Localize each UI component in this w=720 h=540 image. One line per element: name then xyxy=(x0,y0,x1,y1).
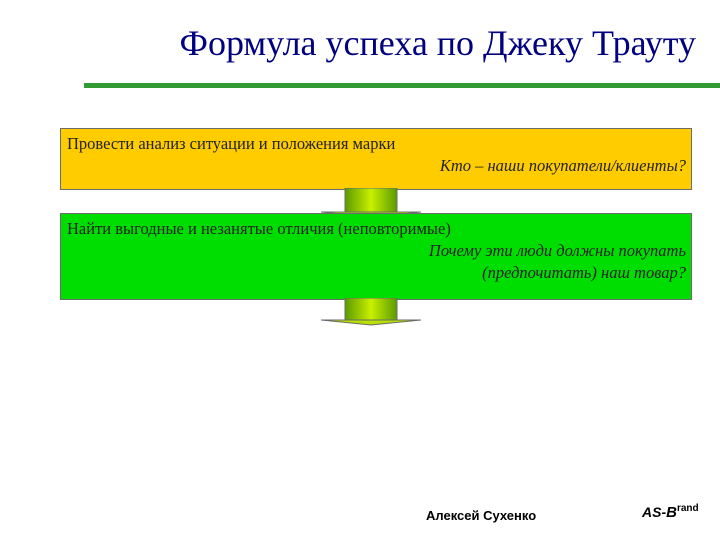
slide-title: Формула успеха по Джеку Трауту xyxy=(179,23,696,63)
brand-suffix: rand xyxy=(676,503,699,514)
step-text: Найти выгодные и незанятые отличия (неповторимые) xyxy=(67,219,451,238)
brand-prefix: AS- xyxy=(642,504,667,520)
brand-letter: B xyxy=(666,504,677,521)
step-question: Кто – наши покупатели/клиенты? xyxy=(439,156,686,175)
step-box-analysis xyxy=(60,128,692,190)
author-name: Алексей Сухенко xyxy=(426,508,537,523)
title-divider xyxy=(84,83,720,88)
down-arrow-icon xyxy=(321,298,421,328)
brand-logo xyxy=(642,503,699,521)
step-question-line: Почему эти люди должны покупать xyxy=(428,241,686,260)
step-question-line: (предпочитать) наш товар? xyxy=(482,263,686,282)
step-box-differentiation xyxy=(60,213,692,300)
step-text: Провести анализ ситуации и положения марки xyxy=(67,134,396,153)
